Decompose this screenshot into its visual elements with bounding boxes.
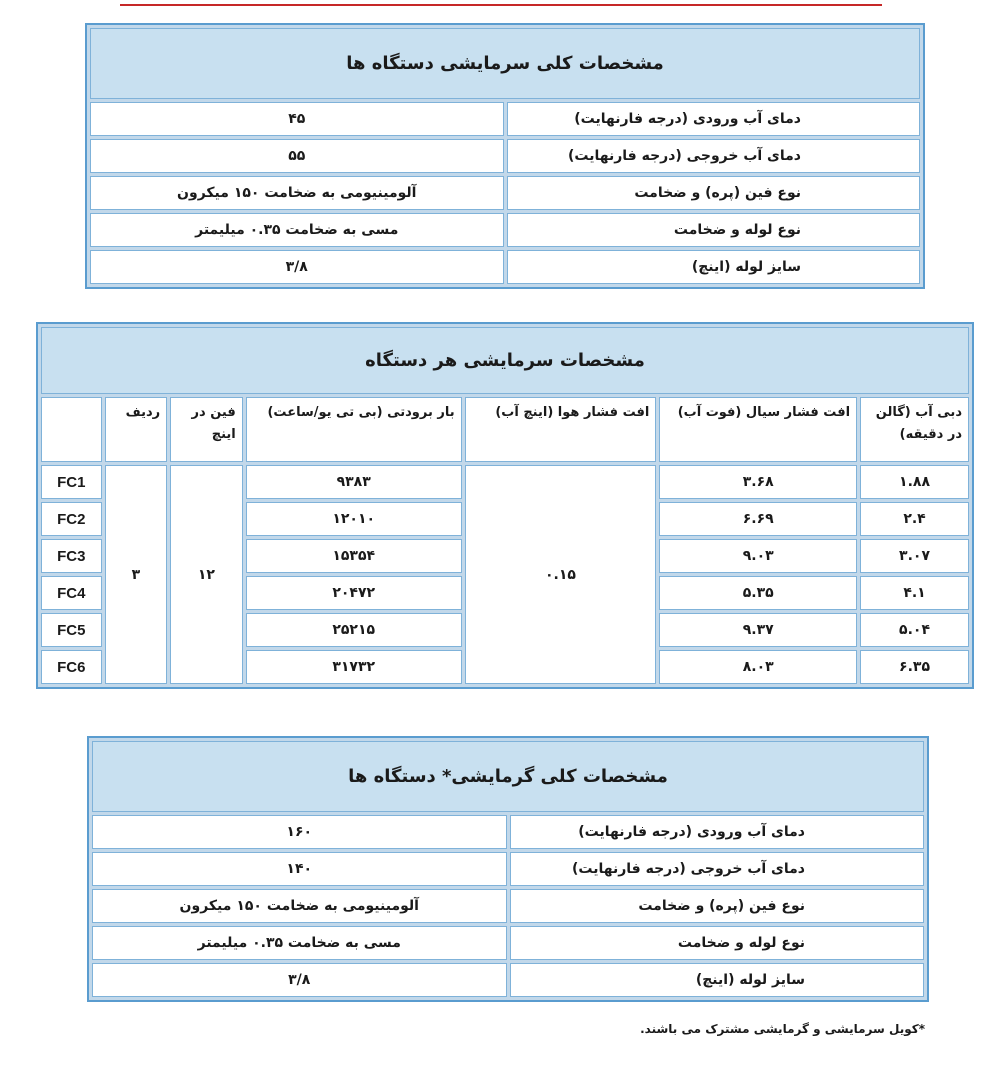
- spec-value: ۴۵: [90, 102, 504, 136]
- spec-label: نوع لوله و ضخامت: [510, 926, 925, 960]
- water-flow-cell: ۶.۳۵: [860, 650, 969, 684]
- unit-name: FC6: [41, 650, 102, 684]
- spec-label: نوع لوله و ضخامت: [507, 213, 921, 247]
- spec-label: سایز لوله (اینچ): [507, 250, 921, 284]
- water-flow-cell: ۳.۰۷: [860, 539, 969, 573]
- cooling-general-specs-table: [85, 23, 925, 289]
- heating-general-specs-table: [87, 736, 929, 1002]
- input-load-cell: ۳۱۷۳۲: [246, 650, 462, 684]
- per-unit-cooling-title: مشخصات سرمایشی هر دستگاه: [41, 327, 969, 394]
- header-water-flow: دبی آب (گالن در دقیقه): [860, 397, 969, 462]
- input-load-cell: ۱۵۳۵۴: [246, 539, 462, 573]
- rows-shared: ۳: [105, 465, 168, 684]
- spec-label: دمای آب ورودی (درجه فارنهایت): [507, 102, 921, 136]
- fluid-drop-cell: ۳.۶۸: [659, 465, 857, 499]
- input-load-cell: ۹۳۸۳: [246, 465, 462, 499]
- spec-value: مسی به ضخامت ۰.۳۵ میلیمتر: [92, 926, 507, 960]
- spec-label: سایز لوله (اینچ): [510, 963, 925, 997]
- cooling-general-title: مشخصات کلی سرمایشی دستگاه ها: [90, 28, 920, 99]
- unit-name: FC1: [41, 465, 102, 499]
- fluid-drop-cell: ۶.۶۹: [659, 502, 857, 536]
- spec-value: ۱۴۰: [92, 852, 507, 886]
- spec-label: دمای آب خروجی (درجه فارنهایت): [507, 139, 921, 173]
- input-load-cell: ۲۰۴۷۲: [246, 576, 462, 610]
- fluid-drop-cell: ۸.۰۳: [659, 650, 857, 684]
- spec-value: ۱۶۰: [92, 815, 507, 849]
- heating-general-title: مشخصات کلی گرمایشی* دستگاه ها: [92, 741, 924, 812]
- spec-label: دمای آب خروجی (درجه فارنهایت): [510, 852, 925, 886]
- water-flow-cell: ۱.۸۸: [860, 465, 969, 499]
- top-red-line: [120, 4, 882, 6]
- spec-label: نوع فین (پره) و ضخامت: [510, 889, 925, 923]
- spec-value: آلومینیومی به ضخامت ۱۵۰ میکرون: [90, 176, 504, 210]
- spec-label: نوع فین (پره) و ضخامت: [507, 176, 921, 210]
- input-load-cell: ۱۲۰۱۰: [246, 502, 462, 536]
- fin-per-inch-shared: ۱۲: [170, 465, 243, 684]
- header-input-load: بار برودتی (بی تی یو/ساعت): [246, 397, 462, 462]
- unit-name: FC5: [41, 613, 102, 647]
- spec-value: ۳/۸: [92, 963, 507, 997]
- footnote: *کویل سرمایشی و گرمایشی مشترک می باشند.: [640, 1022, 925, 1036]
- unit-name: FC4: [41, 576, 102, 610]
- header-fin-per-inch: فین در اینچ: [170, 397, 243, 462]
- unit-name: FC3: [41, 539, 102, 573]
- air-pressure-drop-shared: ۰.۱۵: [465, 465, 657, 684]
- spec-value: ۵۵: [90, 139, 504, 173]
- fluid-drop-cell: ۹.۰۳: [659, 539, 857, 573]
- header-air-pressure-drop: افت فشار هوا (اینچ آب): [465, 397, 657, 462]
- water-flow-cell: ۴.۱: [860, 576, 969, 610]
- spec-value: آلومینیومی به ضخامت ۱۵۰ میکرون: [92, 889, 507, 923]
- header-fluid-pressure-drop: افت فشار سیال (فوت آب): [659, 397, 857, 462]
- spec-value: مسی به ضخامت ۰.۳۵ میلیمتر: [90, 213, 504, 247]
- fluid-drop-cell: ۵.۳۵: [659, 576, 857, 610]
- header-rows: ردیف: [105, 397, 168, 462]
- unit-name: FC2: [41, 502, 102, 536]
- water-flow-cell: ۵.۰۴: [860, 613, 969, 647]
- header-unit: [41, 397, 102, 462]
- fluid-drop-cell: ۹.۳۷: [659, 613, 857, 647]
- spec-label: دمای آب ورودی (درجه فارنهایت): [510, 815, 925, 849]
- spec-value: ۳/۸: [90, 250, 504, 284]
- per-unit-cooling-table: [36, 322, 974, 689]
- input-load-cell: ۲۵۲۱۵: [246, 613, 462, 647]
- water-flow-cell: ۲.۴: [860, 502, 969, 536]
